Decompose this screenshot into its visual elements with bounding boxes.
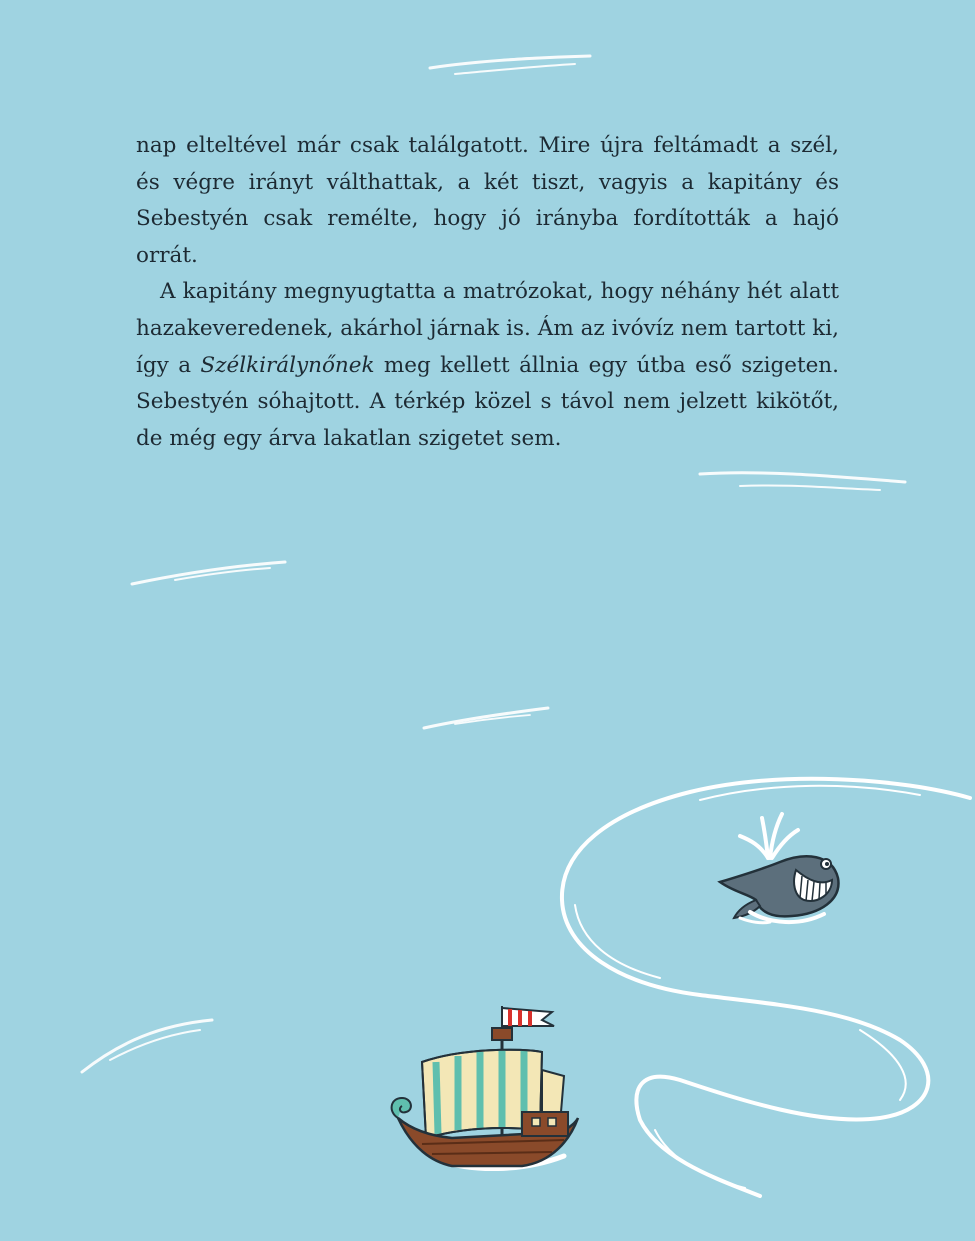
wave-streak-icon	[430, 56, 590, 74]
sailing-ship-icon	[392, 1006, 578, 1169]
ship-name: Szélkirálynőnek	[200, 352, 375, 378]
story-paragraph: nap elteltével már csak találgatott. Mire újra feltámadt a szél, és végre irányt válthattak, a két tiszt, vagyis a kapitány és Sebestyén csak remélte, hogy jó irányba fordították a hajó orrát.	[136, 133, 839, 268]
wave-streak-icon	[132, 562, 285, 584]
story-text	[136, 128, 839, 457]
wave-streak-icon	[424, 708, 548, 728]
story-text-segment: A kapitány megnyugtatta a matrózokat, hogy néhány hét alatt hazakeveredenek, akárhol járnak is. Ám az ivóvíz nem tartott ki, így a	[136, 279, 839, 378]
whale-icon	[720, 814, 838, 923]
wave-streak-icon	[82, 1020, 212, 1072]
story-paragraph	[136, 274, 839, 457]
story-text-segment: meg kellett állnia egy útba eső szigeten. Sebestyén sóhajtott. A térkép közel s távol nem jelzett kikötőt, de még egy árva lakatlan szigetet sem.	[136, 352, 839, 451]
wave-streak-icon	[700, 473, 905, 490]
